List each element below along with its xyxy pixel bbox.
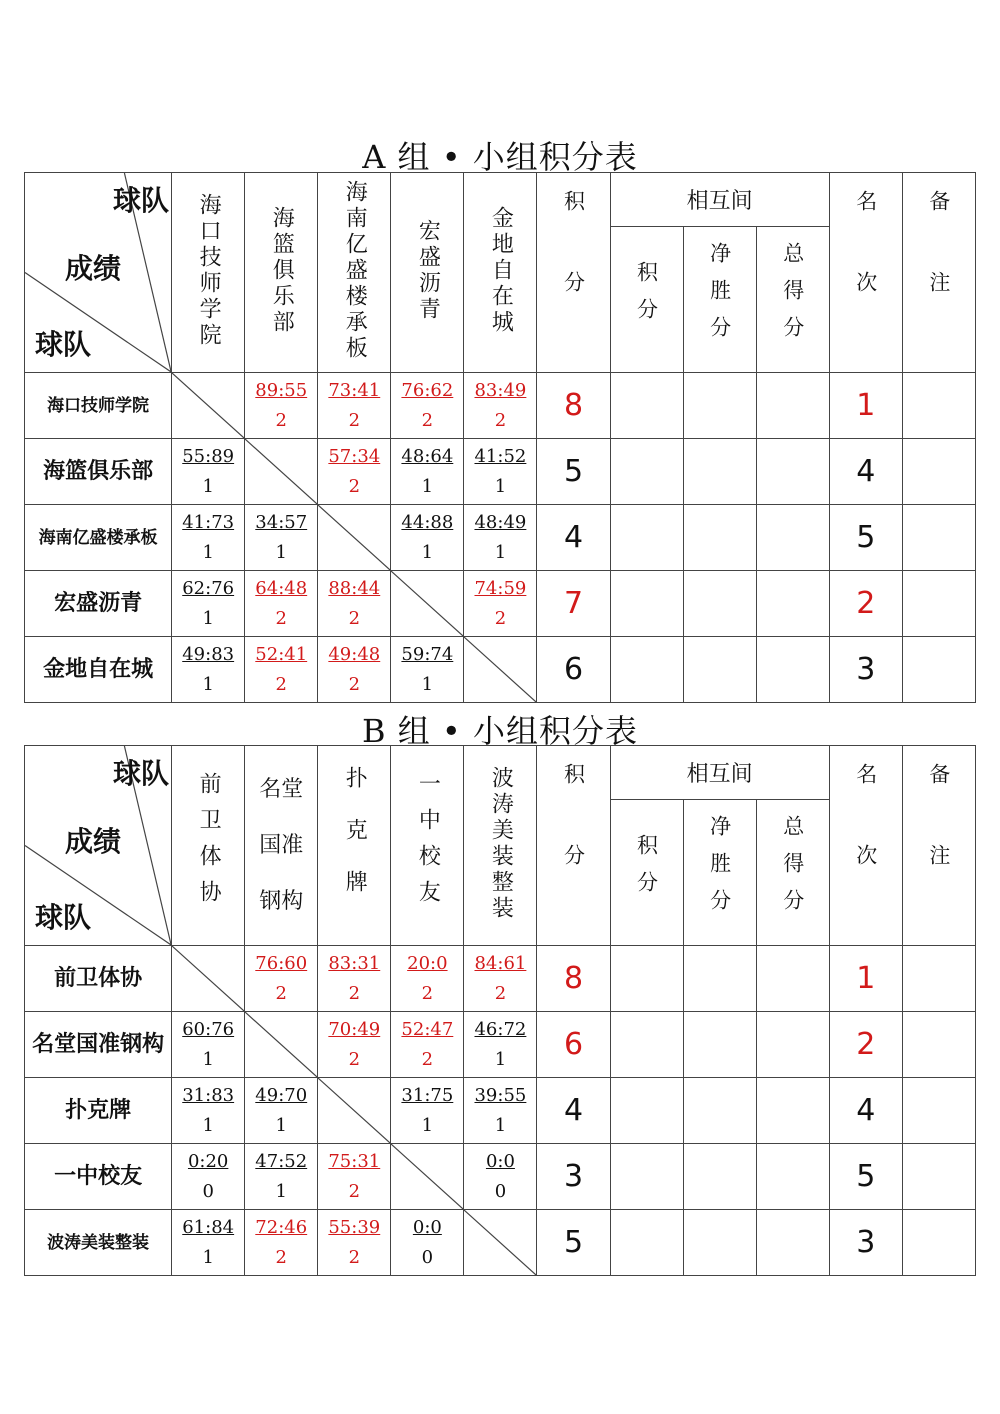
match-score: 0:0 bbox=[485, 1150, 515, 1172]
match-score: 70:49 bbox=[328, 1018, 381, 1040]
table-row bbox=[25, 1078, 976, 1144]
match-points: 1 bbox=[202, 1246, 214, 1268]
rank-value: 1 bbox=[829, 373, 902, 439]
corner-team-left: 球队 bbox=[35, 328, 92, 361]
mutual-empty-cell bbox=[756, 1078, 829, 1144]
match-points: 2 bbox=[348, 1246, 361, 1268]
match-points: 2 bbox=[348, 607, 361, 629]
points-header: 积分 bbox=[537, 173, 610, 373]
mutual-empty-cell bbox=[610, 1012, 683, 1078]
match-score-cell bbox=[318, 439, 391, 505]
match-points: 2 bbox=[275, 607, 287, 629]
match-score: 64:48 bbox=[255, 577, 308, 599]
mutual-empty-cell bbox=[683, 1078, 756, 1144]
match-score-cell bbox=[172, 1012, 245, 1078]
corner-header bbox=[25, 746, 172, 946]
mutual-empty-cell bbox=[683, 1210, 756, 1276]
match-score: 76:62 bbox=[401, 379, 454, 401]
match-points: 1 bbox=[202, 475, 214, 497]
mutual-empty-cell bbox=[610, 373, 683, 439]
mutual-sub-net: 净胜分 bbox=[683, 800, 756, 946]
total-points: 7 bbox=[537, 571, 610, 637]
row-team-name: 海篮俱乐部 bbox=[25, 439, 172, 505]
row-team-name: 扑克牌 bbox=[25, 1078, 172, 1144]
match-score: 0:0 bbox=[412, 1216, 442, 1238]
match-score: 46:72 bbox=[474, 1018, 527, 1040]
match-score-cell bbox=[391, 946, 464, 1012]
match-score-cell bbox=[391, 1012, 464, 1078]
match-score-cell bbox=[172, 1144, 245, 1210]
self-match-cell bbox=[318, 1078, 391, 1144]
corner-score: 成绩 bbox=[65, 825, 122, 858]
match-points: 1 bbox=[494, 1048, 507, 1070]
match-points: 1 bbox=[421, 541, 434, 563]
rank-value: 3 bbox=[829, 637, 902, 703]
note-cell bbox=[902, 946, 975, 1012]
mutual-header: 相互间 bbox=[610, 173, 829, 227]
rank-value: 3 bbox=[829, 1210, 902, 1276]
row-team-name: 金地自在城 bbox=[25, 637, 172, 703]
match-score-cell bbox=[245, 373, 318, 439]
match-score-cell bbox=[464, 1078, 537, 1144]
match-points: 1 bbox=[202, 541, 214, 563]
rank-value: 1 bbox=[829, 946, 902, 1012]
mutual-empty-cell bbox=[610, 1144, 683, 1210]
note-cell bbox=[902, 1210, 975, 1276]
match-score: 75:31 bbox=[328, 1150, 381, 1172]
mutual-empty-cell bbox=[756, 1210, 829, 1276]
match-score-cell bbox=[391, 1078, 464, 1144]
mutual-empty-cell bbox=[756, 637, 829, 703]
mutual-empty-cell bbox=[683, 637, 756, 703]
mutual-empty-cell bbox=[610, 1078, 683, 1144]
match-points: 2 bbox=[421, 1048, 434, 1070]
match-score: 76:60 bbox=[255, 952, 308, 974]
col-header-team: 一中校友 bbox=[391, 746, 464, 946]
match-score: 48:49 bbox=[474, 511, 527, 533]
rank-value: 4 bbox=[829, 439, 902, 505]
self-match-cell bbox=[245, 439, 318, 505]
match-points: 1 bbox=[275, 1180, 287, 1202]
row-team-name: 名堂国准钢构 bbox=[25, 1012, 172, 1078]
match-points: 2 bbox=[494, 409, 507, 431]
match-points: 2 bbox=[348, 673, 361, 695]
note-cell bbox=[902, 571, 975, 637]
rank-header: 名次 bbox=[829, 173, 902, 373]
table-row bbox=[25, 373, 976, 439]
mutual-empty-cell bbox=[610, 1210, 683, 1276]
col-header-team: 波涛美装整装 bbox=[464, 746, 537, 946]
self-match-cell bbox=[318, 505, 391, 571]
match-points: 2 bbox=[275, 982, 287, 1004]
match-points: 2 bbox=[275, 409, 287, 431]
match-score-cell bbox=[245, 1210, 318, 1276]
mutual-header: 相互间 bbox=[610, 746, 829, 800]
match-score: 20:0 bbox=[407, 952, 448, 974]
match-points: 0 bbox=[494, 1180, 507, 1202]
mutual-empty-cell bbox=[610, 439, 683, 505]
note-cell bbox=[902, 373, 975, 439]
total-points: 6 bbox=[537, 637, 610, 703]
match-score-cell bbox=[172, 1210, 245, 1276]
match-points: 1 bbox=[494, 541, 507, 563]
table-row bbox=[25, 946, 976, 1012]
match-score-cell bbox=[464, 571, 537, 637]
match-score-cell bbox=[318, 1144, 391, 1210]
note-cell bbox=[902, 505, 975, 571]
match-score: 39:55 bbox=[474, 1084, 527, 1106]
row-team-name: 宏盛沥青 bbox=[25, 571, 172, 637]
match-score: 34:57 bbox=[255, 511, 308, 533]
match-points: 0 bbox=[202, 1180, 214, 1202]
mutual-sub-net: 净胜分 bbox=[683, 227, 756, 373]
mutual-empty-cell bbox=[756, 373, 829, 439]
match-score-cell bbox=[318, 637, 391, 703]
corner-team-left: 球队 bbox=[35, 901, 92, 934]
corner-score: 成绩 bbox=[65, 252, 122, 285]
match-score: 57:34 bbox=[328, 445, 381, 467]
match-score-cell bbox=[245, 1078, 318, 1144]
table-row bbox=[25, 1144, 976, 1210]
col-header-team: 宏盛沥青 bbox=[391, 173, 464, 373]
total-points: 5 bbox=[537, 439, 610, 505]
note-cell bbox=[902, 1078, 975, 1144]
mutual-empty-cell bbox=[756, 439, 829, 505]
mutual-empty-cell bbox=[683, 946, 756, 1012]
match-score-cell bbox=[391, 637, 464, 703]
mutual-sub-points: 积分 bbox=[610, 800, 683, 946]
col-header-team: 前卫体协 bbox=[172, 746, 245, 946]
match-points: 2 bbox=[421, 409, 434, 431]
rank-value: 2 bbox=[829, 571, 902, 637]
match-score-cell bbox=[318, 1012, 391, 1078]
self-match-cell bbox=[172, 373, 245, 439]
match-score-cell bbox=[245, 571, 318, 637]
match-score-cell bbox=[245, 946, 318, 1012]
match-score: 49:83 bbox=[182, 643, 235, 665]
match-points: 1 bbox=[202, 607, 214, 629]
match-score-cell bbox=[172, 637, 245, 703]
mutual-empty-cell bbox=[756, 946, 829, 1012]
mutual-empty-cell bbox=[756, 1144, 829, 1210]
mutual-empty-cell bbox=[756, 571, 829, 637]
mutual-empty-cell bbox=[610, 505, 683, 571]
match-score-cell bbox=[245, 637, 318, 703]
total-points: 4 bbox=[537, 1078, 610, 1144]
note-header: 备注 bbox=[902, 173, 975, 373]
match-points: 2 bbox=[494, 982, 507, 1004]
match-score-cell bbox=[172, 439, 245, 505]
col-header-team: 扑克牌 bbox=[318, 746, 391, 946]
match-points: 2 bbox=[275, 1246, 287, 1268]
match-score: 41:52 bbox=[474, 445, 527, 467]
mutual-empty-cell bbox=[610, 571, 683, 637]
match-points: 2 bbox=[494, 607, 507, 629]
match-score: 72:46 bbox=[255, 1216, 308, 1238]
match-score: 48:64 bbox=[401, 445, 454, 467]
match-score-cell bbox=[464, 439, 537, 505]
match-score-cell bbox=[391, 505, 464, 571]
rank-value: 2 bbox=[829, 1012, 902, 1078]
match-points: 0 bbox=[421, 1246, 434, 1268]
rank-value: 5 bbox=[829, 505, 902, 571]
row-team-name: 一中校友 bbox=[25, 1144, 172, 1210]
mutual-empty-cell bbox=[683, 373, 756, 439]
match-score: 44:88 bbox=[401, 511, 454, 533]
col-header-team: 海篮俱乐部 bbox=[245, 173, 318, 373]
self-match-cell bbox=[245, 1012, 318, 1078]
match-points: 2 bbox=[421, 982, 434, 1004]
group-a-title: A 组 • 小组积分表 bbox=[362, 138, 638, 176]
match-score: 83:49 bbox=[474, 379, 527, 401]
mutual-sub-points: 积分 bbox=[610, 227, 683, 373]
match-points: 1 bbox=[202, 1114, 214, 1136]
row-team-name: 海南亿盛楼承板 bbox=[25, 505, 172, 571]
match-score: 49:70 bbox=[255, 1084, 308, 1106]
table-row bbox=[25, 439, 976, 505]
match-score-cell bbox=[391, 439, 464, 505]
col-header-team: 海南亿盛楼承板 bbox=[318, 173, 391, 373]
table-row bbox=[25, 637, 976, 703]
row-team-name: 前卫体协 bbox=[25, 946, 172, 1012]
total-points: 8 bbox=[537, 946, 610, 1012]
total-points: 6 bbox=[537, 1012, 610, 1078]
rank-value: 5 bbox=[829, 1144, 902, 1210]
match-points: 1 bbox=[421, 475, 434, 497]
points-header: 积分 bbox=[537, 746, 610, 946]
mutual-empty-cell bbox=[683, 505, 756, 571]
match-score-cell bbox=[245, 1144, 318, 1210]
rank-value: 4 bbox=[829, 1078, 902, 1144]
match-score: 47:52 bbox=[255, 1150, 308, 1172]
match-score: 41:73 bbox=[182, 511, 235, 533]
mutual-empty-cell bbox=[756, 505, 829, 571]
match-score-cell bbox=[464, 946, 537, 1012]
match-score: 61:84 bbox=[182, 1216, 235, 1238]
match-score: 60:76 bbox=[182, 1018, 235, 1040]
mutual-empty-cell bbox=[683, 439, 756, 505]
col-header-team: 海口技师学院 bbox=[172, 173, 245, 373]
match-score: 52:47 bbox=[401, 1018, 454, 1040]
rank-header: 名次 bbox=[829, 746, 902, 946]
mutual-empty-cell bbox=[756, 1012, 829, 1078]
match-score: 55:39 bbox=[328, 1216, 381, 1238]
corner-header bbox=[25, 173, 172, 373]
mutual-empty-cell bbox=[683, 571, 756, 637]
note-cell bbox=[902, 439, 975, 505]
col-header-team: 名堂国准钢构 bbox=[245, 746, 318, 946]
match-score-cell bbox=[464, 1144, 537, 1210]
corner-team-top: 球队 bbox=[113, 184, 170, 217]
match-score: 73:41 bbox=[328, 379, 381, 401]
match-score: 59:74 bbox=[401, 643, 454, 665]
note-header: 备注 bbox=[902, 746, 975, 946]
note-cell bbox=[902, 1144, 975, 1210]
match-points: 1 bbox=[202, 1048, 214, 1070]
match-points: 1 bbox=[421, 1114, 434, 1136]
match-points: 1 bbox=[275, 541, 287, 563]
match-score: 88:44 bbox=[328, 577, 381, 599]
match-score: 52:41 bbox=[255, 643, 308, 665]
mutual-empty-cell bbox=[610, 946, 683, 1012]
row-team-name: 海口技师学院 bbox=[25, 373, 172, 439]
mutual-empty-cell bbox=[683, 1144, 756, 1210]
match-points: 2 bbox=[348, 1180, 361, 1202]
table-row bbox=[25, 1210, 976, 1276]
mutual-sub-total: 总得分 bbox=[756, 227, 829, 373]
match-score-cell bbox=[172, 1078, 245, 1144]
match-score-cell bbox=[172, 571, 245, 637]
table-row bbox=[25, 571, 976, 637]
corner-team-top: 球队 bbox=[113, 757, 170, 790]
mutual-empty-cell bbox=[683, 1012, 756, 1078]
match-score-cell bbox=[391, 373, 464, 439]
match-points: 2 bbox=[348, 475, 361, 497]
match-score-cell bbox=[318, 373, 391, 439]
match-score-cell bbox=[318, 1210, 391, 1276]
group-a-standings-table bbox=[24, 172, 976, 703]
match-score: 62:76 bbox=[182, 577, 235, 599]
group-b-standings-table bbox=[24, 745, 976, 1276]
match-score: 31:75 bbox=[401, 1084, 454, 1106]
total-points: 5 bbox=[537, 1210, 610, 1276]
match-points: 2 bbox=[348, 1048, 361, 1070]
match-score-cell bbox=[464, 1012, 537, 1078]
group-b-title: B 组 • 小组积分表 bbox=[362, 712, 638, 750]
match-score: 74:59 bbox=[474, 577, 527, 599]
match-score: 49:48 bbox=[328, 643, 381, 665]
mutual-empty-cell bbox=[610, 637, 683, 703]
table-row bbox=[25, 1012, 976, 1078]
match-score-cell bbox=[318, 571, 391, 637]
match-score-cell bbox=[172, 505, 245, 571]
mutual-sub-total: 总得分 bbox=[756, 800, 829, 946]
self-match-cell bbox=[391, 571, 464, 637]
match-score: 83:31 bbox=[328, 952, 381, 974]
total-points: 4 bbox=[537, 505, 610, 571]
self-match-cell bbox=[464, 1210, 537, 1276]
col-header-team: 金地自在城 bbox=[464, 173, 537, 373]
total-points: 3 bbox=[537, 1144, 610, 1210]
match-score: 89:55 bbox=[255, 379, 308, 401]
match-score-cell bbox=[464, 505, 537, 571]
match-points: 1 bbox=[494, 1114, 507, 1136]
self-match-cell bbox=[391, 1144, 464, 1210]
match-points: 1 bbox=[202, 673, 214, 695]
table-row bbox=[25, 505, 976, 571]
match-score-cell bbox=[464, 373, 537, 439]
match-points: 2 bbox=[348, 982, 361, 1004]
match-points: 2 bbox=[348, 409, 361, 431]
match-score: 84:61 bbox=[474, 952, 527, 974]
note-cell bbox=[902, 637, 975, 703]
match-points: 1 bbox=[421, 673, 434, 695]
match-score: 55:89 bbox=[182, 445, 235, 467]
row-team-name: 波涛美装整装 bbox=[25, 1210, 172, 1276]
total-points: 8 bbox=[537, 373, 610, 439]
self-match-cell bbox=[464, 637, 537, 703]
match-points: 1 bbox=[494, 475, 507, 497]
note-cell bbox=[902, 1012, 975, 1078]
match-score-cell bbox=[245, 505, 318, 571]
match-points: 1 bbox=[275, 1114, 287, 1136]
match-points: 2 bbox=[275, 673, 287, 695]
match-score: 0:20 bbox=[187, 1150, 229, 1172]
match-score: 31:83 bbox=[182, 1084, 235, 1106]
match-score-cell bbox=[318, 946, 391, 1012]
match-score-cell bbox=[391, 1210, 464, 1276]
self-match-cell bbox=[172, 946, 245, 1012]
